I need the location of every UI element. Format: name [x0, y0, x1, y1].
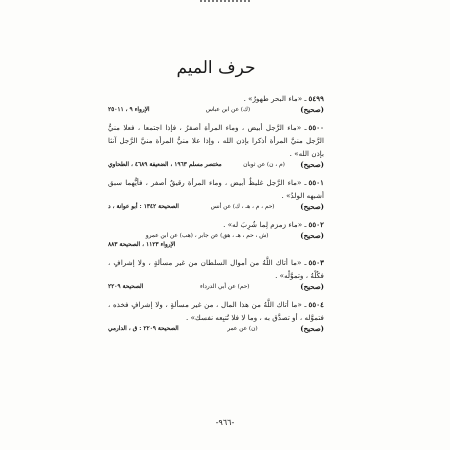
hadith-text-block — [108, 256, 324, 282]
hadith-text-block — [108, 176, 324, 202]
hadith-meta-row — [108, 160, 324, 170]
hadith-number: ٥٤٩٩ — [308, 94, 324, 103]
hadith-number: ٥٥٠٢ — [308, 220, 324, 229]
hadith-text: ـ «ماء زمزم لِما شُرِبَ له» . — [223, 220, 307, 229]
reference-list: الصحيحة ٢٢٠٩ : ق ، الدارمي — [108, 326, 179, 332]
hadith-text-block — [108, 92, 324, 105]
grade-label: (صحيح) — [300, 160, 324, 169]
hadith-meta-row — [108, 105, 324, 115]
hadith-text: ـ «ما أتاك اللَّهُ من هذا المال ، من غير مسألةٍ ، ولا إشرافٍ فخذه ، فتموَّله ، أو تصدَّق به ، وما لا فلا تُتبِعه نفسك» . — [108, 300, 324, 322]
hadith-number: ٥٥٠٤ — [308, 300, 324, 309]
page-body — [108, 58, 324, 340]
hadith-text: ـ «ماء البحر طهورٌ» . — [243, 94, 307, 103]
source-list: (حم ، م ، هـ ، ك) عن أنس — [210, 204, 275, 210]
reference-list: مختصر مسلم ١٩٦٣ ، الضعيفة ٤٦٨٩ ، الطحاوي — [108, 162, 222, 168]
hadith-number: ٥٥٠١ — [308, 178, 324, 187]
grade-label: (صحيح) — [300, 105, 324, 114]
source-list: (ن) عن عمر — [227, 326, 258, 332]
hadith-meta-row — [108, 231, 324, 241]
entries-list — [108, 92, 324, 334]
source-list: (ش ، حم ، هـ ، هق) عن جابر ، (هب) عن ابن عمرو — [145, 233, 269, 239]
top-ornament — [200, 0, 250, 6]
hadith-text: ـ «ما أتاك اللَّهُ من أموال السلطان من غير مسألةٍ ، ولا إشرافٍ ، فكُلْهُ ، وتموَّلْه» . — [108, 258, 324, 280]
reference-list: الإرواء ٩ ، ٢٥٠١١ — [108, 107, 150, 113]
hadith-text-block — [108, 121, 324, 160]
hadith-entry — [108, 298, 324, 334]
reference-list: الصحيحة ١٣٤٢ : أبو عوانة ، د — [108, 204, 179, 210]
hadith-entry — [108, 218, 324, 250]
hadith-text-block — [108, 298, 324, 324]
grade-label: (صحيح) — [300, 282, 324, 291]
hadith-entry — [108, 176, 324, 212]
reference-list-secondary: الإرواء ١١٢٣ ، الصحيحة ٨٨٣ — [108, 242, 176, 248]
hadith-meta-row — [108, 202, 324, 212]
hadith-text-block — [108, 218, 324, 231]
hadith-meta-row — [108, 282, 324, 292]
hadith-number: ٥٥٠٠ — [308, 123, 324, 132]
source-list: (حم) عن أبي الدرداء — [199, 284, 250, 290]
source-list: (م ، ن) عن ثوبان — [243, 162, 285, 168]
hadith-entry — [108, 256, 324, 292]
grade-label: (صحيح) — [300, 202, 324, 211]
hadith-number: ٥٥٠٣ — [308, 258, 324, 267]
page-number: -٩٦٦- — [215, 418, 235, 427]
hadith-entry — [108, 121, 324, 170]
source-list: (ك) عن ابن عباس — [205, 107, 251, 113]
grade-label: (صحيح) — [300, 231, 324, 240]
reference-list: الصحيحة ٢٢٠٩ — [108, 284, 144, 290]
grade-label: (صحيح) — [300, 324, 324, 333]
hadith-entry — [108, 92, 324, 115]
hadith-text: ـ «ماء الرَّجل أبيض ، وماء المرأة أصفرُ ، فإذا اجتمعا ، فعلا منيُّ الرَّجل منيَّ المرأة أذكرا بإذن الله ، وإذا علا منيُّ المرأة منيَّ الرَّجل آنثا بإذن الله» . — [108, 123, 324, 158]
hadith-meta-row — [108, 324, 324, 334]
hadith-text: ـ «ماء الرَّجل غليظٌ أبيض ، وماء المرأة رقيقٌ أصفر ، فأيُّهما سبق أشبهه الولدُ» . — [108, 178, 324, 200]
chapter-title: حرف الميم — [176, 58, 256, 78]
